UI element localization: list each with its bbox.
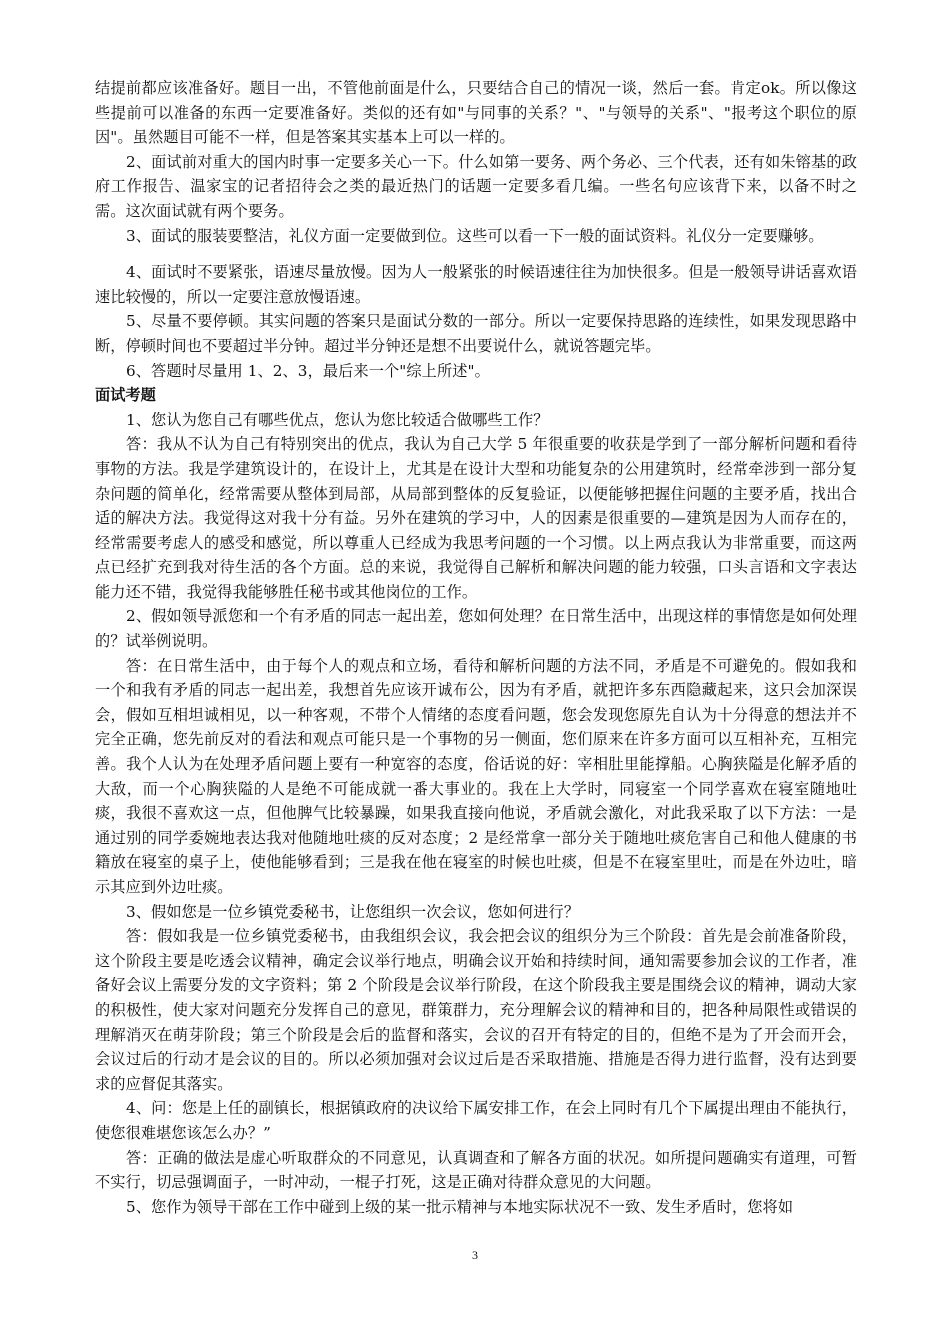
paragraph-continuation: 结提前都应该准备好。题目一出，不管他前面是什么，只要结合自己的情况一谈，然后一套。肯定ok。所以像这些提前可以准备的东西一定要准备好。类似的还有如"与同事的关系？"、"与领导的关系"、"报考这个职位的原因"。虽然题目可能不一样，但是答案其实基本上可以一样的。 [95,79,857,147]
answer-1: 答：我从不认为自己有特别突出的优点，我认为自己大学 5 年很重要的收获是学到了一部分解析问题和看待事物的方法。我是学建筑设计的，在设计上，尤其是在设计大型和功能复杂的公用建筑时，经常牵涉到一部分复杂问题的简单化，经常需要从整体到局部，从局部到整体的反复验证，以便能够把握住问题的主要矛盾，找出合适的解决方法。我觉得这对我十分有益。另外在建筑的学习中，人的因素是很重要的—建筑是因为人而存在的，经常需要考虑人的感受和感觉，所以尊重人已经成为我思考问题的一个习惯。以上两点我认为非常重要，而这两点已经扩充到我对待生活的各个方面。总的来说，我觉得自己解析和解决问题的能力较强，口头言语和文字表达能力还不错，我觉得我能够胜任秘书或其他岗位的工作。 [95,435,857,601]
tip-3-paragraph: 3、面试的服装要整洁，礼仪方面一定要做到位。这些可以看一下一般的面试资料。礼仪分一定要赚够。 [126,226,824,245]
tip-4-paragraph: 4、面试时不要紧张，语速尽量放慢。因为人一般紧张的时候语速往往为加快很多。但是一般领导讲话喜欢语速比较慢的，所以一定要注意放慢语速。 [95,263,857,306]
answer-2: 答：在日常生活中，由于每个人的观点和立场，看待和解析问题的方法不同，矛盾是不可避免的。假如我和一个和我有矛盾的同志一起出差，我想首先应该开诚布公，因为有矛盾，就把许多东西隐藏起来，这只会加深误会，假如互相坦诚相见，以一种客观，不带个人情绪的态度看问题，您会发现您原先自认为十分得意的想法并不完全正确，您先前反对的看法和观点可能只是一个事物的另一侧面，您们原来在许多方面可以互相补充，互相完善。我个人认为在处理矛盾问题上要有一种宽容的态度，俗话说的好：宰相肚里能撑船。心胸狭隘是化解矛盾的大敌，而一个心胸狭隘的人是绝不可能成就一番大事业的。我在上大学时，同寝室一个同学喜欢在寝室随地吐痰，我很不喜欢这一点，但他脾气比较暴躁，如果我直接向他说，矛盾就会激化，对此我采取了以下方法：一是通过别的同学委婉地表达我对他随地吐痰的反对态度；2 是经常拿一部分关于随地吐痰危害自己和他人健康的书籍放在寝室的桌子上，使他能够看到；三是我在他在寝室的时候也吐痰，但是不在寝室里吐，而是在外边吐，暗示其应到外边吐痰。 [95,656,857,896]
question-2: 2、假如领导派您和一个有矛盾的同志一起出差，您如何处理？在日常生活中，出现这样的事情您是如何处理的？试举例说明。 [95,607,857,651]
tip-6-paragraph: 6、答题时尽量用 1、2、3，最后来一个"综上所述"。 [126,361,490,380]
question-5: 5、您作为领导干部在工作中碰到上级的某一批示精神与本地实际状况不一致、发生矛盾时，您将如 [126,1197,794,1216]
question-3: 3、假如您是一位乡镇党委秘书，让您组织一次会议，您如何进行？ [126,902,580,921]
answer-3: 答：假如我是一位乡镇党委秘书，由我组织会议，我会把会议的组织分为三个阶段：首先是会前准备阶段，这个阶段主要是吃透会议精神，确定会议举行地点，明确会议开始和持续时间，通知需要参加会议的工作者，准备好会议上需要分发的文字资料；第 2 个阶段是会议举行阶段，在这个阶段我主要是围绕会议的精神，调动大家的积极性，使大家对问题充分发挥自己的意见，群策群力，充分理解会议的精神和目的，把各种局限性或错误的理解消灭在萌芽阶段；第三个阶段是会后的监督和落实，会议的召开有特定的目的，但绝不是为了开会而开会，会议过后的行动才是会议的目的。所以必须加强对会议过后是否采取措施、措施是否得力进行监督，没有达到要求的应督促其落实。 [95,927,857,1093]
tip-2-paragraph: 2、面试前对重大的国内时事一定要多关心一下。什么如第一要务、两个务必、三个代表，还有如朱镕基的政府工作报告、温家宝的记者招待会之类的最近热门的话题一定要多看几编。一些名句应该背下来，以备不时之需。这次面试就有两个要务。 [95,152,857,220]
question-1: 1、您认为您自己有哪些优点，您认为您比较适合做哪些工作？ [126,410,549,429]
answer-4: 答：正确的做法是虚心听取群众的不同意见，认真调查和了解各方面的状况。如所提问题确实有道理，可暂不实行，切忌强调面子，一时冲动，一棍子打死，这是正确对待群众意见的大问题。 [95,1148,857,1192]
document-page [95,76,857,1219]
page-number: 3 [472,1248,478,1262]
question-4: 4、问：您是上任的副镇长，根据镇政府的决议给下属安排工作，在会上同时有几个下属提出理由不能执行，使您很难堪您该怎么办？” [95,1099,857,1142]
tip-5-paragraph: 5、尽量不要停顿。其实问题的答案只是面试分数的一部分。所以一定要保持思路的连续性，如果发现思路中断，停顿时间也不要超过半分钟。超过半分钟还是想不出要说什么，就说答题完毕。 [95,312,857,355]
section-heading: 面试考题 [95,386,156,405]
